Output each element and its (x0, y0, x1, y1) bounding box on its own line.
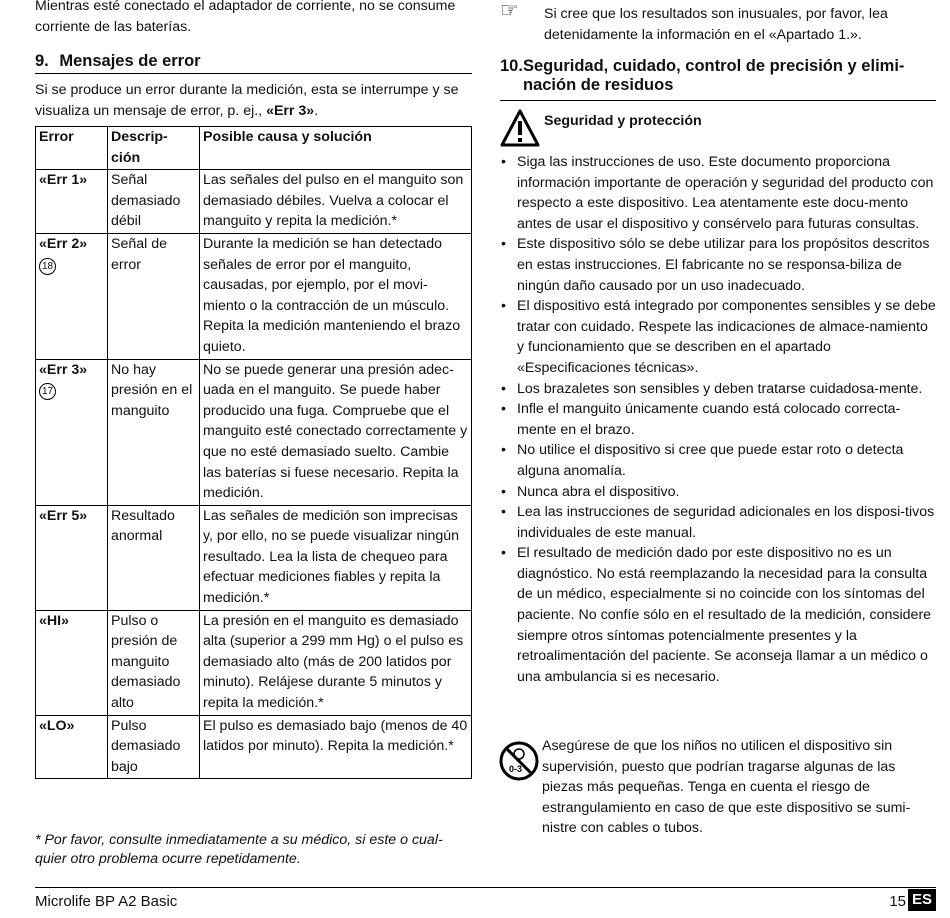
section-9-heading (35, 51, 472, 74)
product-name: Microlife BP A2 Basic (35, 893, 178, 910)
list-item: • Los brazaletes son sensibles y deben tratarse cuidadosa-mente. (498, 379, 936, 400)
error-solution: Durante la medición se han detectado señales de error por el manguito, causadas, por ejemplo, por el movi-miento o la contracción de un músculo. Repita la medición manteniendo el brazo quieto. (200, 233, 472, 359)
error-solution: Las señales del pulso en el manguito son demasiado débiles. Vuelva a colocar el manguito y repita la medición.* (200, 170, 472, 234)
safety-heading (500, 109, 936, 151)
error-description: Pulso o presión de manguito demasiado alto (108, 610, 200, 715)
error-solution: No se puede generar una presión adec-uada en el manguito. Se puede haber producido una fuga. Compruebe que el manguito esté conectado correctamente y que no esté demasiado suelto. Cambie las baterías si fuese necesario. Repita la medición. (200, 359, 472, 505)
safety-title: Seguridad y protección (544, 113, 702, 129)
intro-paragraph: Mientras esté conectado el adaptador de corriente, no se consume corriente de las baterías. (35, 0, 456, 35)
error-description: Resultado anormal (108, 505, 200, 610)
error-code: «HI» (36, 610, 108, 715)
list-item: • No utilice el dispositivo si cree que puede estar roto o detecta alguna anomalía. (498, 440, 936, 481)
not-for-children-icon (498, 740, 540, 782)
reference-number-badge: 17 (39, 383, 56, 400)
error-description: Señal de error (108, 233, 200, 359)
error-code: «Err 5» (36, 505, 108, 610)
list-item: • El dispositivo está integrado por componentes sensibles y se debe tratar con cuidado. Respete las indicaciones de almace-namiento y funcionamiento que se describen en el apartado «Especificaciones técnicas». (498, 296, 936, 378)
warning-triangle-icon (500, 109, 540, 154)
page-footer (35, 887, 936, 914)
table-row (36, 170, 472, 234)
table-row (36, 715, 472, 779)
page-number: 15 (889, 893, 906, 910)
section-10-number: 10. (500, 57, 523, 75)
section-9-intro: Si se produce un error durante la medición, esta se interrumpe y se visualiza un mensaje de error, p. ej., «Err 3». (35, 82, 459, 119)
error-code: «Err 3» 17 (36, 359, 108, 505)
table-row (36, 610, 472, 715)
list-item: • Nunca abra el dispositivo. (498, 482, 936, 503)
error-solution: Las señales de medición son imprecisas y, por ello, no se puede visualizar ningún resultado. Lea la lista de chequeo para efectuar mediciones fiables y repita la medición.* (200, 505, 472, 610)
section-9-title: Mensajes de error (59, 52, 201, 70)
reference-number-badge: 18 (39, 258, 56, 275)
language-badge: ES (908, 889, 936, 911)
error-solution: La presión en el manguito es demasiado alta (superior a 299 mm Hg) o el pulso es demasiado alto (más de 200 latidos por minuto). Relájese durante 5 minutos y repita la medición.* (200, 610, 472, 715)
section-9-number: 9. (35, 52, 49, 70)
list-item: • El resultado de medición dado por este dispositivo no es un diagnóstico. No está reemplazando la necesidad para la consulta de un médico, especialmente si no coincide con los síntomas del paciente. No confíe sólo en el resultado de la medición, considere siempre otros síntomas potencialmente presentes y la retroalimentación del paciente. Se aconseja llamar a un médico o una ambulancia si es necesario. (498, 543, 936, 687)
column-header-description: Descrip-ción (108, 127, 200, 170)
table-header-row (36, 127, 472, 170)
table-row (36, 359, 472, 505)
list-item: • Este dispositivo sólo se debe utilizar para los propósitos descritos en estas instrucciones. El fabricante no se responsa-biliza de ningún daño causado por un uso inadecuado. (498, 234, 936, 296)
error-table (35, 126, 472, 779)
error-code: «Err 2» 18 (36, 233, 108, 359)
age-range-label: 0-3 (509, 764, 523, 774)
safety-bullet-list (498, 152, 936, 687)
error-description: Señal demasiado débil (108, 170, 200, 234)
table-row (36, 233, 472, 359)
error-description: No hay presión en el manguito (108, 359, 200, 505)
error-code: «Err 1» (36, 170, 108, 234)
list-item: • Lea las instrucciones de seguridad adicionales en los disposi-tivos individuales de este manual. (498, 502, 936, 543)
column-header-error: Error (36, 127, 108, 170)
section-10-title: Seguridad, cuidado, control de precisión y elimi-nación de residuos (523, 57, 905, 94)
children-warning-block (500, 736, 936, 839)
table-row (36, 505, 472, 610)
children-warning-text: Asegúrese de que los niños no utilicen el dispositivo sin supervisión, puesto que podrían tragarse algunas de las piezas más pequeñas. Tenga en cuenta el riesgo de estrangulamiento en caso de que este dispositivo se sumi-nistre con cables o tubos. (542, 738, 911, 837)
list-item: • Infle el manguito únicamente cuando está colocado correcta-mente en el brazo. (498, 399, 936, 440)
pointing-hand-icon: ☞ (500, 0, 519, 22)
column-header-solution: Posible causa y solución (200, 127, 472, 170)
error-description: Pulso demasiado bajo (108, 715, 200, 779)
note-text: Si cree que los resultados son inusuales, por favor, lea detenidamente la información en el «Apartado 1.». (544, 6, 888, 43)
list-item: • Siga las instrucciones de uso. Este documento proporciona información importante de operación y seguridad del producto con respecto a este dispositivo. Lea atentamente este docu-mento antes de usar el dispositivo y consérvelo para futuras consultas. (498, 152, 936, 234)
table-footnote: * Por favor, consulte inmediatamente a su médico, si este o cual-quier otro problema ocurre repetidamente. (35, 832, 443, 867)
note-block (500, 0, 936, 45)
section-10-heading (500, 57, 936, 101)
error-code: «LO» (36, 715, 108, 779)
error-solution: El pulso es demasiado bajo (menos de 40 latidos por minuto). Repita la medición.* (200, 715, 472, 779)
